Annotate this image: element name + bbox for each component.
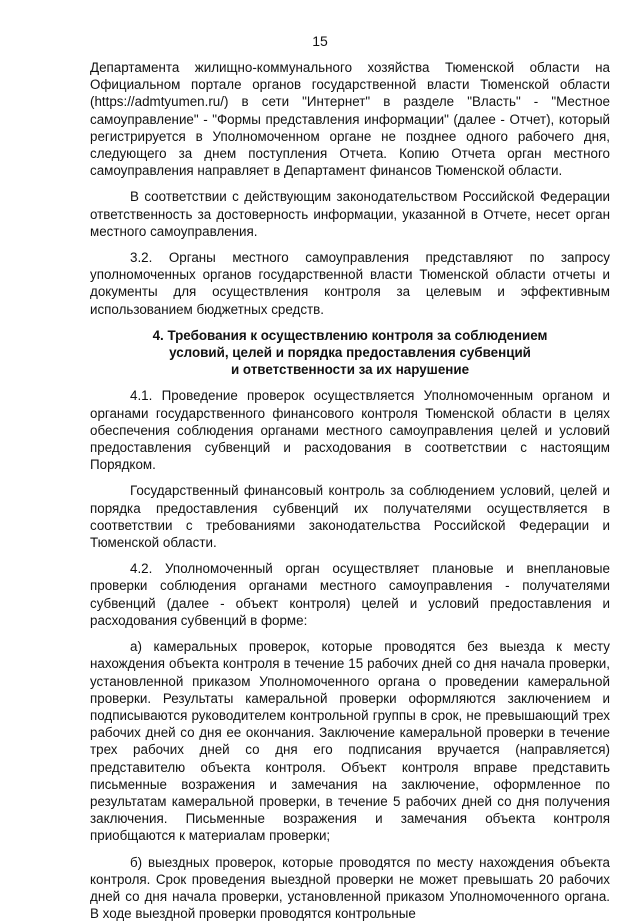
document-body	[90, 59, 610, 922]
paragraph-responsibility: В соответствии с действующим законодательством Российской Федерации ответственность за достоверность информации, указанной в Отчете, несет орган местного самоуправления.	[90, 189, 610, 239]
section-heading-line-1: 4. Требования к осуществлению контроля за соблюдением	[152, 327, 548, 343]
paragraph-4-1: 4.1. Проведение проверок осуществляется Уполномоченным органом и органами государственного финансового контроля Тюменской области в целях обеспечения соблюдения органами местного самоуправления целей и условий предоставления субвенций и расходования в соответствии с настоящим Порядком.	[90, 388, 610, 473]
section-heading-line-3: и ответственности за их нарушение	[230, 362, 470, 378]
section-4-heading	[90, 327, 610, 379]
paragraph-4-2: 4.2. Уполномоченный орган осуществляет плановые и внеплановые проверки соблюдения органами местного самоуправления - получателями субвенций (далее - объект контроля) целей и условий предоставления и расходования субвенций в форме:	[90, 561, 610, 628]
paragraph-item-b: б) выездных проверок, которые проводятся по месту нахождения объекта контроля. Срок проведения выездной проверки не может превышать 20 рабочих дней со дня начала проверки, установленной приказом Уполномоченного органа. В ходе выездной проверки проводятся контрольные	[90, 854, 610, 922]
paragraph-item-a: а) камеральных проверок, которые проводятся без выезда к месту нахождения объекта контроля в течение 15 рабочих дней со дня начала проверки, установленной приказом Уполномоченного органа о проведении камеральной проверки. Результаты камеральной проверки оформляются заключением и подписываются руководителем контрольной группы в срок, не превышающий трех рабочих дней со дня ее окончания. Заключение камеральной проверки в течение трех рабочих дней со дня его подписания вручается (направляется) представителю объекта контроля. Объект контроля вправе представить письменные возражения и замечания на заключение, оформленное по результатам камеральной проверки, в течение 5 рабочих дней со дня получения заключения. Письменные возражения и замечания объекта контроля приобщаются к материалам проверки;	[90, 639, 610, 844]
page-number: 15	[312, 33, 328, 49]
paragraph-continuation: Департамента жилищно-коммунального хозяйства Тюменской области на Официальном портале органов государственной власти Тюменской области (https://admtyumen.ru/) в сети "Интернет" в разделе "Власть" - "Местное самоуправление" - "Формы представления информации" (далее - Отчет), который регистрируется в Уполномоченном органе не позднее одного рабочего дня, следующего за днем поступления Отчета. Копию Отчета орган местного самоуправления направляет в Департамент финансов Тюменской области.	[90, 60, 610, 179]
paragraph-state-control: Государственный финансовый контроль за соблюдением условий, целей и порядка предоставления субвенций их получателями осуществляется в соответствии с требованиями законодательства Российской Федерации и Тюменской области.	[90, 483, 610, 551]
section-heading-line-2: условий, целей и порядка предоставления субвенций	[169, 345, 531, 361]
paragraph-3-2: 3.2. Органы местного самоуправления представляют по запросу уполномоченных органов государственной власти Тюменской области отчеты и документы для осуществления контроля за целевым и эффективным использованием бюджетных средств.	[90, 250, 610, 317]
